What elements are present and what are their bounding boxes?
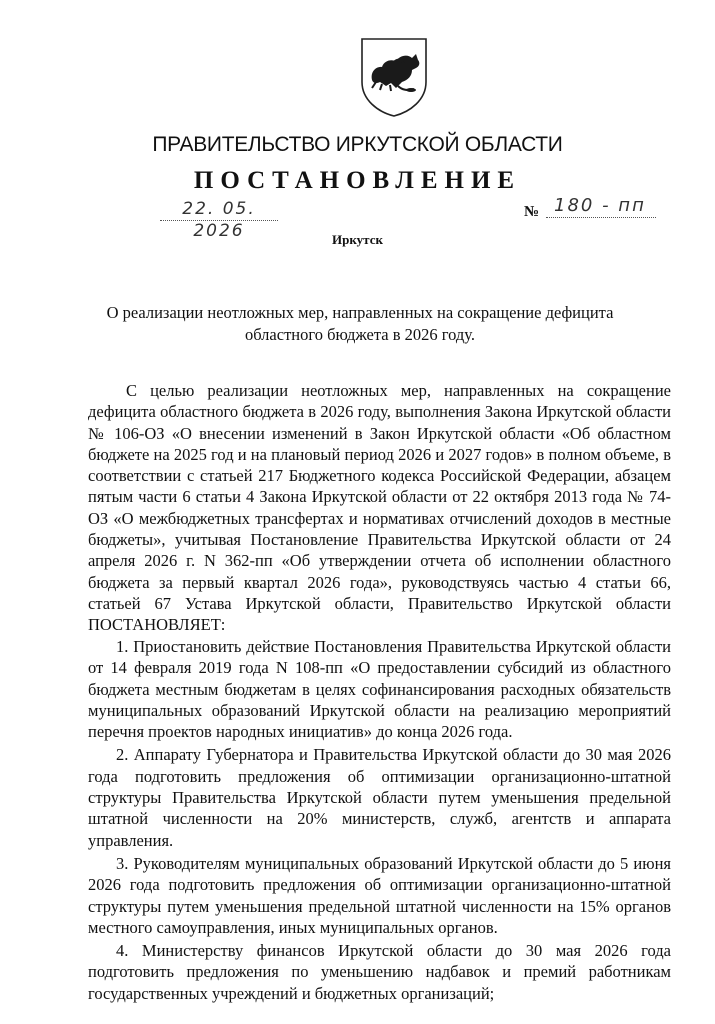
document-date: 22. 05. 2026 [160,198,278,221]
city-name: Иркутск [332,232,383,247]
preamble-paragraph: С целью реализации неотложных мер, направленных на сокращение дефицита областного бюджета в 2026 году, выполнения Закона Иркутской области № 106-ОЗ «О внесении изменений в Закон Иркутской области «Об областном бюджете на 2025 год и на плановый период 2026 и 2027 годов» в полном объеме, в соответствии с статьей 217 Бюджетного кодекса Российской Федерации, абзацем пятым части 6 статьи 4 Закона Иркутской области от 22 октября 2013 года № 74-ОЗ «О межбюджетных трансфертах и нормативах отчислений доходов в местные бюджеты», учитывая Постановление Правительства Иркутской области от 24 апреля 2026 г. N 362-пп «Об утверждении отчета об исполнении областного бюджета за первый квартал 2026 года», руководствуясь частью 4 статьи 66, статьей 67 Устава Иркутской области, Правительство Иркутской области ПОСТАНОВЛЯЕТ: [88,381,671,635]
resolution-items [88,636,671,1006]
coat-of-arms-icon [358,36,430,118]
document-subject: О реализации неотложных мер, направленных на сокращение дефицита областного бюджета в 2026 году. [106,303,614,344]
preamble-section [88,380,671,636]
number-label: № [524,204,540,220]
document-number: 180 - пп [546,193,656,218]
resolution-item-1: 1. Приостановить действие Постановления Правительства Иркутской области от 14 февраля 2019 года N 108-пп «О предоставлении субсидий из областного бюджета местным бюджетам в целях софинансирования расходных обязательств муниципальных образований Иркутской области на реализацию мероприятий перечня проектов народных инициатив» до конца 2026 года. [88,637,671,742]
resolution-item-3: 3. Руководителям муниципальных образований Иркутской области до 5 июня 2026 года подготовить предложения об оптимизации организационно-штатной структуры путем уменьшения предельной штатной численности на 15% органов местного самоуправления, иных муниципальных органов. [88,853,671,937]
resolution-item-4: 4. Министерству финансов Иркутской области до 30 мая 2026 года подготовить предложения по уменьшению надбавок и премий работникам государственных учреждений и бюджетных организаций; [88,941,671,1003]
resolution-item-2: 2. Аппарату Губернатора и Правительства Иркутской области до 30 мая 2026 года подготовить предложения об оптимизации организационно-штатной структуры Правительства Иркутской области путем уменьшения предельной штатной численности на 20% министерств, служб, агентств и аппарата управления. [88,745,671,850]
document-type-heading: ПОСТАНОВЛЕНИЕ [193,167,522,194]
government-title: ПРАВИТЕЛЬСТВО ИРКУТСКОЙ ОБЛАСТИ [152,133,563,156]
